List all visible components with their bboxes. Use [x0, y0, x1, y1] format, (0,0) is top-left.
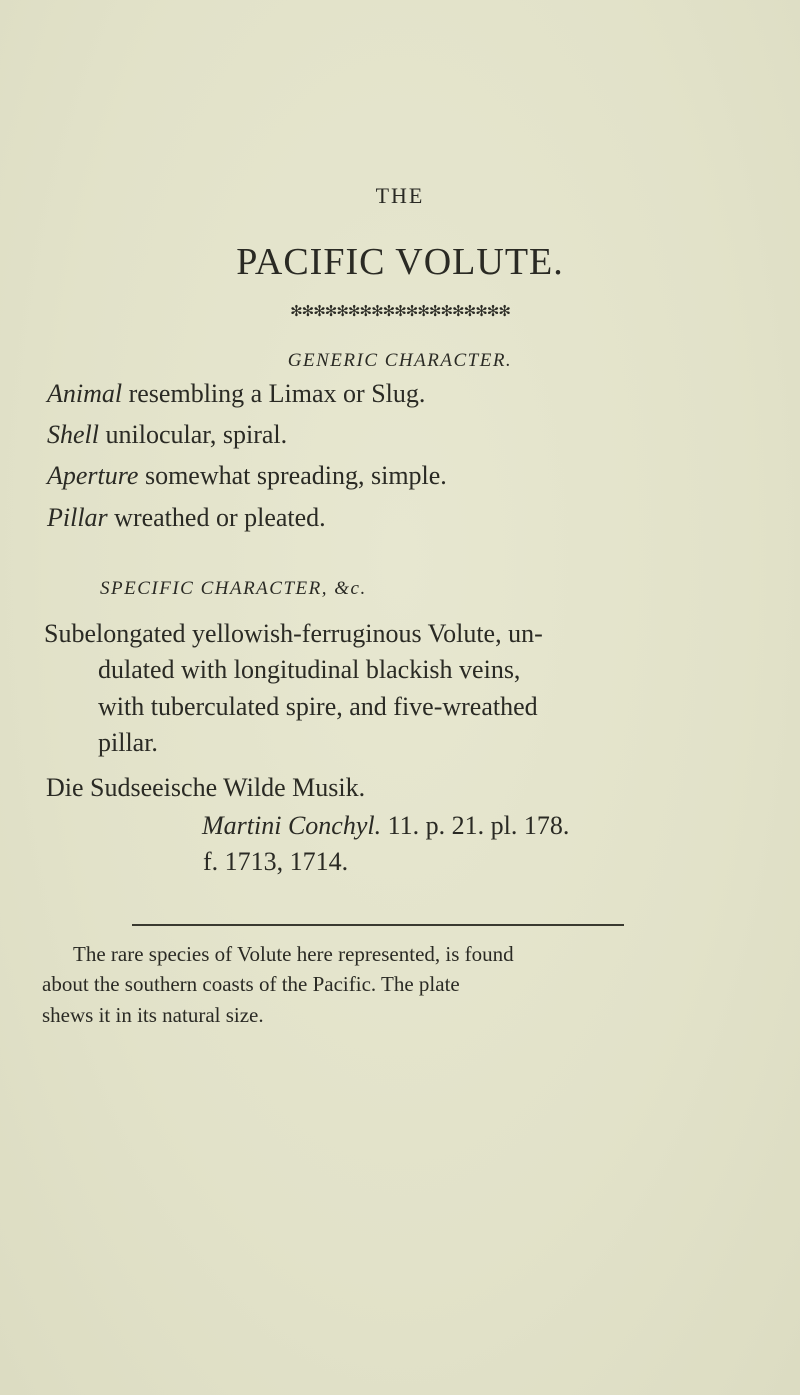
- reference-line: [202, 811, 569, 841]
- generic-character-line: [47, 461, 447, 491]
- generic-character-line: [47, 420, 287, 450]
- description-line: dulated with longitudinal blackish veins,: [98, 655, 521, 684]
- generic-character-line: [47, 379, 425, 409]
- description-line: Subelongated yellowish-ferruginous Volute, un-: [44, 619, 543, 648]
- character-term: Animal: [47, 379, 123, 408]
- character-text: resembling a Limax or Slug.: [122, 379, 426, 408]
- generic-character-line: [47, 503, 326, 533]
- section-rule: [132, 924, 624, 926]
- character-text: somewhat spreading, simple.: [138, 461, 447, 490]
- header-article: THE: [375, 183, 425, 208]
- description-line: pillar.: [98, 728, 158, 757]
- character-term: Pillar: [47, 503, 108, 532]
- body-line: shews it in its natural size.: [42, 1003, 264, 1027]
- specific-character-heading: SPECIFIC CHARACTER, &c.: [100, 578, 367, 599]
- character-text: wreathed or pleated.: [107, 503, 326, 532]
- body-line: about the southern coasts of the Pacific. The plate: [42, 972, 460, 996]
- reference-citation: 11. p. 21. pl. 178.: [381, 811, 570, 840]
- ornament-divider: ✻✻✻✻✻✻✻✻✻✻✻✻✻✻✻✻✻✻✻: [290, 302, 510, 320]
- character-term: Aperture: [47, 461, 139, 490]
- synonym-line: Die Sudseeische Wilde Musik.: [46, 773, 366, 802]
- character-term: Shell: [47, 420, 99, 449]
- page-title: PACIFIC VOLUTE.: [236, 241, 564, 283]
- generic-character-heading: GENERIC CHARACTER.: [287, 350, 513, 371]
- description-line: with tuberculated spire, and five-wreathed: [98, 692, 538, 721]
- character-text: unilocular, spiral.: [99, 420, 288, 449]
- reference-author: Martini Conchyl.: [202, 811, 382, 840]
- reference-figures: f. 1713, 1714.: [203, 847, 349, 876]
- body-line: The rare species of Volute here represented, is found: [73, 942, 514, 966]
